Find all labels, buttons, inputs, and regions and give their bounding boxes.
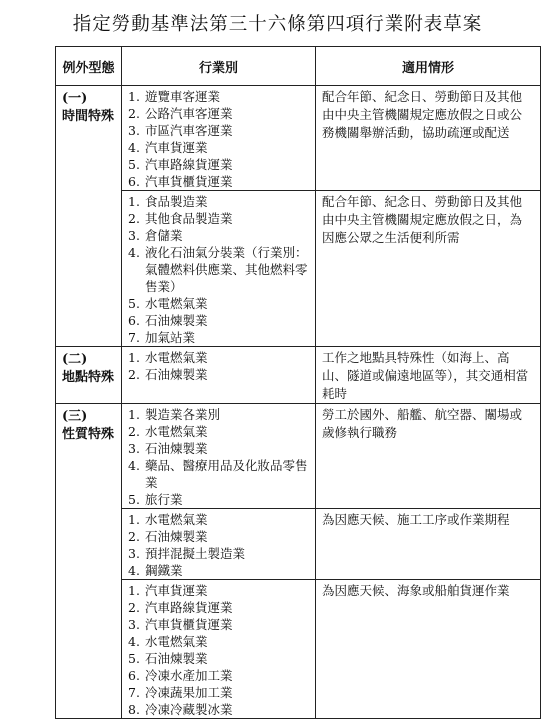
list-item-number: 2. bbox=[128, 424, 140, 439]
list-item-number: 6. bbox=[128, 174, 140, 189]
industry-list bbox=[122, 580, 315, 718]
list-item bbox=[128, 139, 311, 156]
industry-cell bbox=[122, 191, 316, 347]
list-item-number: 2. bbox=[128, 106, 140, 121]
list-item-text: 其他食品製造業 bbox=[145, 211, 233, 226]
list-item-number: 4. bbox=[128, 563, 140, 578]
list-item bbox=[128, 122, 311, 139]
list-item-number: 7. bbox=[128, 330, 140, 345]
list-item bbox=[128, 684, 311, 701]
list-item-number: 5. bbox=[128, 651, 140, 666]
list-item-number: 1. bbox=[128, 89, 140, 104]
industry-list bbox=[122, 347, 315, 383]
header-condition: 適用情形 bbox=[316, 47, 541, 86]
list-item-text: 市區汽車客運業 bbox=[145, 123, 233, 138]
condition-cell: 配合年節、紀念日、勞動節日及其他由中央主管機關規定應放假之日或公務機關舉辦活動，協助疏運或配送 bbox=[316, 86, 541, 191]
list-item-text: 汽車路線貨運業 bbox=[145, 600, 233, 615]
condition-cell: 為因應天候、施工工序或作業期程 bbox=[316, 509, 541, 580]
condition-cell: 勞工於國外、船艦、航空器、闈場或歲修執行職務 bbox=[316, 404, 541, 509]
list-item bbox=[128, 349, 311, 366]
list-item bbox=[128, 650, 311, 667]
list-item-text: 製造業各業別 bbox=[145, 407, 221, 422]
list-item-text: 汽車貨櫃貨運業 bbox=[145, 174, 233, 189]
list-item bbox=[128, 406, 311, 423]
list-item bbox=[128, 582, 311, 599]
list-item-text: 遊覽車客運業 bbox=[145, 89, 221, 104]
list-item-number: 3. bbox=[128, 123, 140, 138]
list-item-number: 8. bbox=[128, 702, 140, 717]
list-item-text: 石油煉製業 bbox=[145, 313, 208, 328]
list-item-number: 5. bbox=[128, 296, 140, 311]
list-item-number: 2. bbox=[128, 211, 140, 226]
industry-cell bbox=[122, 347, 316, 404]
list-item-number: 5. bbox=[128, 492, 140, 507]
exception-type-label: 性質特殊 bbox=[62, 427, 115, 442]
list-item-text: 液化石油氣分裝業（行業別：氣體燃料供應業、其他燃料零售業） bbox=[145, 245, 308, 294]
exception-type-label: 地點特殊 bbox=[62, 370, 115, 385]
table-body bbox=[56, 86, 541, 719]
list-item-text: 食品製造業 bbox=[145, 194, 208, 209]
industry-cell bbox=[122, 86, 316, 191]
exception-type-number: (二) bbox=[62, 352, 88, 367]
list-item-number: 1. bbox=[128, 583, 140, 598]
industry-list bbox=[122, 86, 315, 190]
list-item-text: 水電燃氣業 bbox=[145, 350, 208, 365]
list-item bbox=[128, 210, 311, 227]
list-item bbox=[128, 562, 311, 579]
list-item bbox=[128, 511, 311, 528]
list-item-text: 冷凍冷藏製冰業 bbox=[145, 702, 233, 717]
page-title: 指定勞動基準法第三十六條第四項行業附表草案 bbox=[72, 14, 483, 35]
list-item bbox=[128, 701, 311, 718]
industry-table bbox=[55, 46, 541, 719]
table-row bbox=[56, 86, 541, 191]
list-item-number: 1. bbox=[128, 194, 140, 209]
list-item-text: 水電燃氣業 bbox=[145, 424, 208, 439]
table-row bbox=[56, 404, 541, 509]
exception-type-cell bbox=[56, 404, 122, 719]
industry-cell bbox=[122, 509, 316, 580]
list-item bbox=[128, 312, 311, 329]
list-item bbox=[128, 156, 311, 173]
table-row bbox=[56, 347, 541, 404]
header-industry: 行業別 bbox=[122, 47, 316, 86]
list-item-number: 3. bbox=[128, 546, 140, 561]
list-item-number: 1. bbox=[128, 512, 140, 527]
list-item-number: 6. bbox=[128, 313, 140, 328]
list-item-text: 汽車貨運業 bbox=[145, 140, 208, 155]
exception-type-number: (一) bbox=[62, 91, 88, 106]
list-item-text: 鋼鐵業 bbox=[145, 563, 183, 578]
list-item-number: 2. bbox=[128, 367, 140, 382]
industry-cell bbox=[122, 580, 316, 719]
exception-type-cell bbox=[56, 347, 122, 404]
exception-type-cell bbox=[56, 86, 122, 347]
list-item-text: 公路汽車客運業 bbox=[145, 106, 233, 121]
condition-cell: 工作之地點具特殊性（如海上、高山、隧道或偏遠地區等），其交通相當耗時 bbox=[316, 347, 541, 404]
list-item-number: 1. bbox=[128, 407, 140, 422]
list-item-text: 石油煉製業 bbox=[145, 367, 208, 382]
list-item bbox=[128, 616, 311, 633]
industry-list bbox=[122, 509, 315, 579]
list-item-text: 加氣站業 bbox=[145, 330, 196, 345]
exception-type-number: (三) bbox=[62, 409, 88, 424]
condition-cell: 配合年節、紀念日、勞動節日及其他由中央主管機關規定應放假之日，為因應公眾之生活便利所需 bbox=[316, 191, 541, 347]
industry-cell bbox=[122, 404, 316, 509]
list-item-text: 旅行業 bbox=[145, 492, 183, 507]
list-item bbox=[128, 88, 311, 105]
industry-list bbox=[122, 191, 315, 346]
industry-list bbox=[122, 404, 315, 508]
list-item-number: 7. bbox=[128, 685, 140, 700]
list-item bbox=[128, 105, 311, 122]
list-item-text: 汽車貨運業 bbox=[145, 583, 208, 598]
list-item bbox=[128, 423, 311, 440]
list-item bbox=[128, 633, 311, 650]
exception-type-label: 時間特殊 bbox=[62, 109, 115, 124]
list-item-number: 3. bbox=[128, 617, 140, 632]
condition-cell: 為因應天候、海象或船舶貨運作業 bbox=[316, 580, 541, 719]
list-item bbox=[128, 667, 311, 684]
list-item-text: 石油煉製業 bbox=[145, 529, 208, 544]
list-item-text: 冷凍蔬果加工業 bbox=[145, 685, 233, 700]
list-item-text: 藥品、醫療用品及化妝品零售業 bbox=[145, 458, 308, 490]
list-item-text: 石油煉製業 bbox=[145, 441, 208, 456]
list-item-text: 預拌混擬土製造業 bbox=[145, 546, 246, 561]
list-item-number: 4. bbox=[128, 245, 140, 260]
list-item bbox=[128, 173, 311, 190]
list-item-number: 2. bbox=[128, 600, 140, 615]
list-item-number: 3. bbox=[128, 228, 140, 243]
list-item-number: 1. bbox=[128, 350, 140, 365]
list-item bbox=[128, 244, 311, 295]
list-item-text: 水電燃氣業 bbox=[145, 296, 208, 311]
list-item bbox=[128, 491, 311, 508]
list-item-text: 水電燃氣業 bbox=[145, 634, 208, 649]
list-item-text: 倉儲業 bbox=[145, 228, 183, 243]
list-item bbox=[128, 457, 311, 491]
list-item-text: 汽車路線貨運業 bbox=[145, 157, 233, 172]
list-item bbox=[128, 193, 311, 210]
list-item bbox=[128, 440, 311, 457]
table-row bbox=[56, 580, 541, 719]
list-item-number: 4. bbox=[128, 140, 140, 155]
list-item-text: 汽車貨櫃貨運業 bbox=[145, 617, 233, 632]
table-header-row bbox=[56, 47, 541, 86]
list-item-number: 4. bbox=[128, 458, 140, 473]
list-item bbox=[128, 528, 311, 545]
list-item bbox=[128, 227, 311, 244]
list-item-text: 水電燃氣業 bbox=[145, 512, 208, 527]
list-item-number: 3. bbox=[128, 441, 140, 456]
list-item bbox=[128, 366, 311, 383]
table-row bbox=[56, 509, 541, 580]
list-item-text: 冷凍水產加工業 bbox=[145, 668, 233, 683]
list-item bbox=[128, 545, 311, 562]
list-item bbox=[128, 599, 311, 616]
list-item bbox=[128, 295, 311, 312]
list-item-number: 6. bbox=[128, 668, 140, 683]
list-item-number: 4. bbox=[128, 634, 140, 649]
header-exception-type: 例外型態 bbox=[56, 47, 122, 86]
list-item-number: 2. bbox=[128, 529, 140, 544]
list-item bbox=[128, 329, 311, 346]
table-row bbox=[56, 191, 541, 347]
list-item-number: 5. bbox=[128, 157, 140, 172]
list-item-text: 石油煉製業 bbox=[145, 651, 208, 666]
